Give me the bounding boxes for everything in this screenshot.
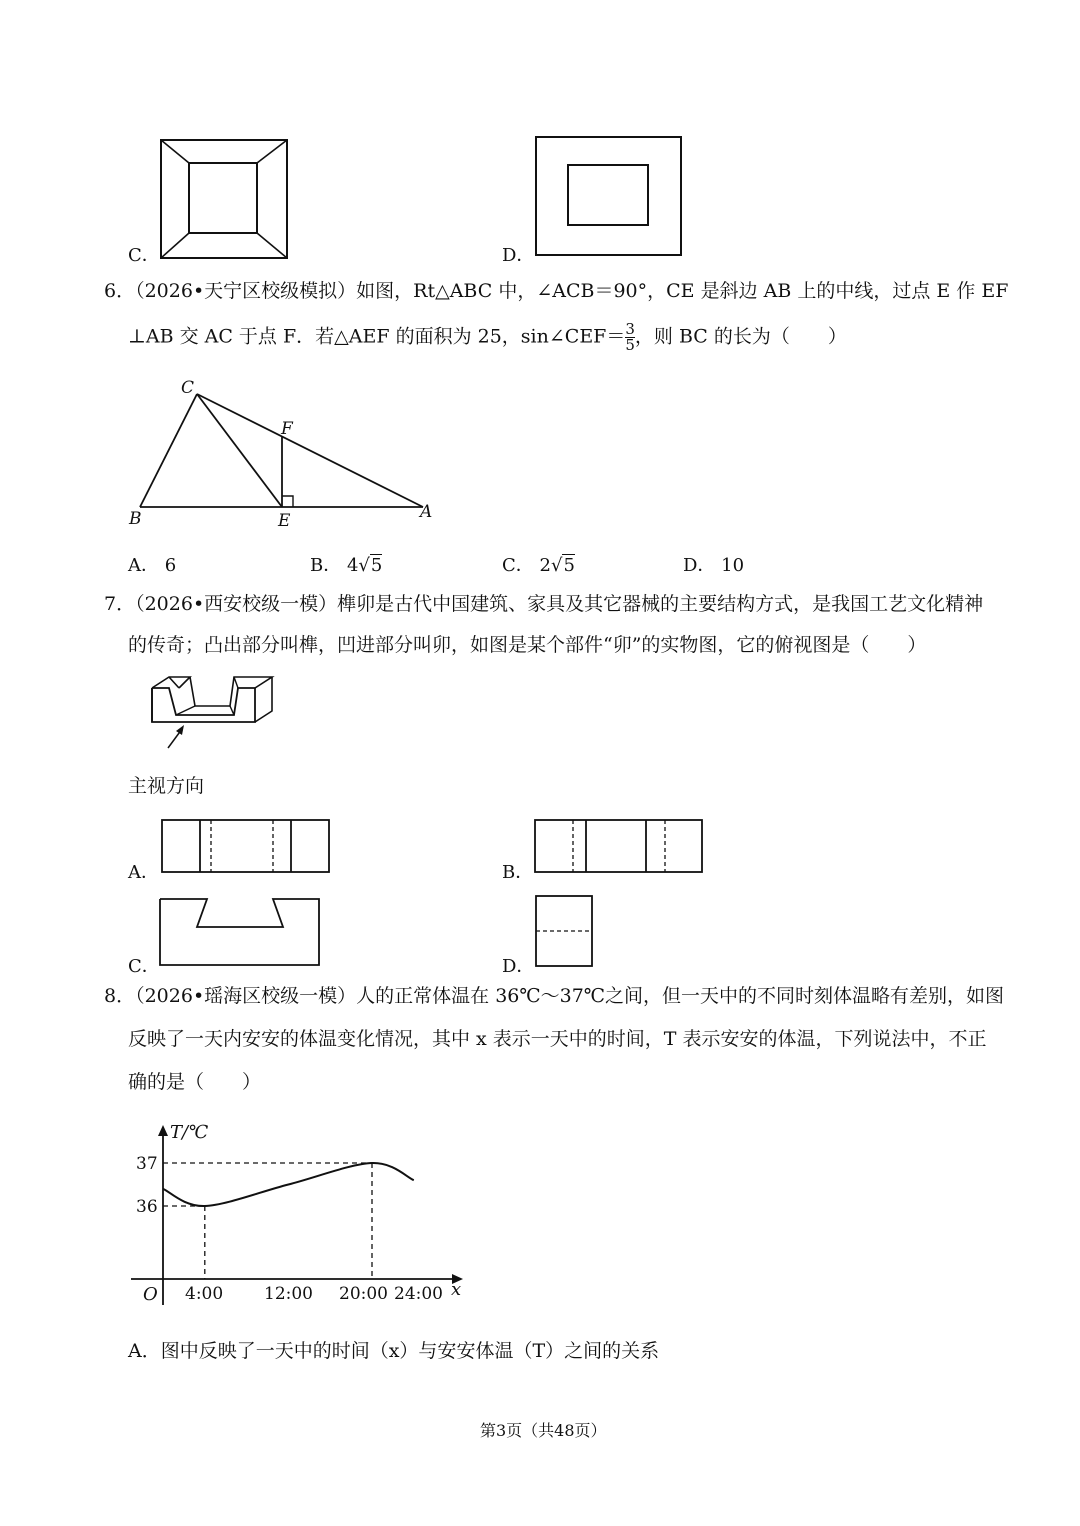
q5-option-d[interactable]: D． xyxy=(502,245,535,266)
q6-fraction-denominator: 5 xyxy=(625,336,635,354)
chart-y-axis-label: T/℃ xyxy=(170,1122,209,1143)
q6-option-c-letter: C． xyxy=(502,555,534,576)
q6-label-a: A xyxy=(420,502,433,522)
q6-option-b-letter: B． xyxy=(310,555,342,576)
q7-option-a[interactable]: A． xyxy=(128,862,159,883)
q6-stem-line1: 6．（2026•天宁区校级模拟）如图，Rt△ABC 中，∠ACB＝90°，CE 是斜边 AB 上的中线，过点 E 作 EF xyxy=(104,280,1009,302)
q7-view-direction-label: 主视方向 xyxy=(128,775,205,797)
chart-x-tick-4: 4:00 xyxy=(185,1284,224,1304)
q6-option-b-radicand: 5 xyxy=(370,555,383,576)
q7-option-b[interactable]: B． xyxy=(502,862,534,883)
q6-option-a-letter: A． xyxy=(128,555,159,576)
q5-option-c[interactable]: C． xyxy=(128,245,160,266)
q6-label-c: C xyxy=(181,378,195,398)
page-footer: 第3页（共48页） xyxy=(480,1421,607,1440)
q7-stem-line1: 7．（2026•西安校级一模）榫卯是古代中国建筑、家具及其它器械的主要结构方式，是我国工艺文化精神 xyxy=(104,593,984,615)
chart-origin-label: O xyxy=(143,1284,158,1305)
q6-option-b-value: 4 xyxy=(346,555,359,576)
chart-x-tick-24: 24:00 xyxy=(394,1284,443,1304)
chart-axes xyxy=(131,1125,463,1305)
q7-stem-line2: 的传奇；凸出部分叫榫，凹进部分叫卯，如图是某个部件“卯”的实物图，它的俯视图是（ ） xyxy=(128,634,927,656)
chart-y-tick-36: 36 xyxy=(136,1197,158,1217)
chart-x-tick-20: 20:00 xyxy=(339,1284,388,1304)
q7-option-c[interactable]: C． xyxy=(128,956,160,977)
q6-option-c[interactable]: C． 2√5 xyxy=(502,555,575,576)
chart-x-axis-label: x xyxy=(451,1279,462,1300)
q6-option-d-value: 10 xyxy=(721,555,745,576)
q6-fraction-numerator: 3 xyxy=(625,320,635,338)
q8-stem-line1: 8．（2026•瑶海区校级一模）人的正常体温在 36℃～37℃之间，但一天中的不同时刻体温略有差别，如图 xyxy=(104,985,1005,1007)
chart-temperature-curve xyxy=(163,1163,414,1206)
q6-option-b[interactable]: B． 4√5 xyxy=(310,555,383,576)
q6-option-c-value: 2 xyxy=(539,555,551,576)
q8-stem-line2: 反映了一天内安安的体温变化情况，其中 x 表示一天中的时间，T 表示安安的体温，下列说法中，不正 xyxy=(128,1028,987,1050)
q6-label-b: B xyxy=(129,509,142,529)
q6-option-c-radicand: 5 xyxy=(563,555,575,576)
q8-stem-line3: 确的是（ ） xyxy=(128,1071,262,1093)
q6-stem-line2-b: ，则 BC 的长为（ ） xyxy=(634,325,847,348)
chart-y-tick-37: 37 xyxy=(136,1154,158,1174)
q6-label-e: E xyxy=(278,511,291,531)
q6-stem-line2-a: ⊥AB 交 AC 于点 F．若△AEF 的面积为 25，sin∠CEF＝ xyxy=(128,325,626,348)
q8-option-a[interactable]: A．图中反映了一天中的时间（x）与安安体温（T）之间的关系 xyxy=(128,1340,660,1362)
q6-option-a-value: 6 xyxy=(164,555,177,576)
q7-option-d[interactable]: D． xyxy=(502,956,535,977)
chart-x-tick-12: 12:00 xyxy=(264,1284,313,1304)
q6-label-f: F xyxy=(281,419,293,439)
q6-option-d-letter: D． xyxy=(683,555,716,576)
